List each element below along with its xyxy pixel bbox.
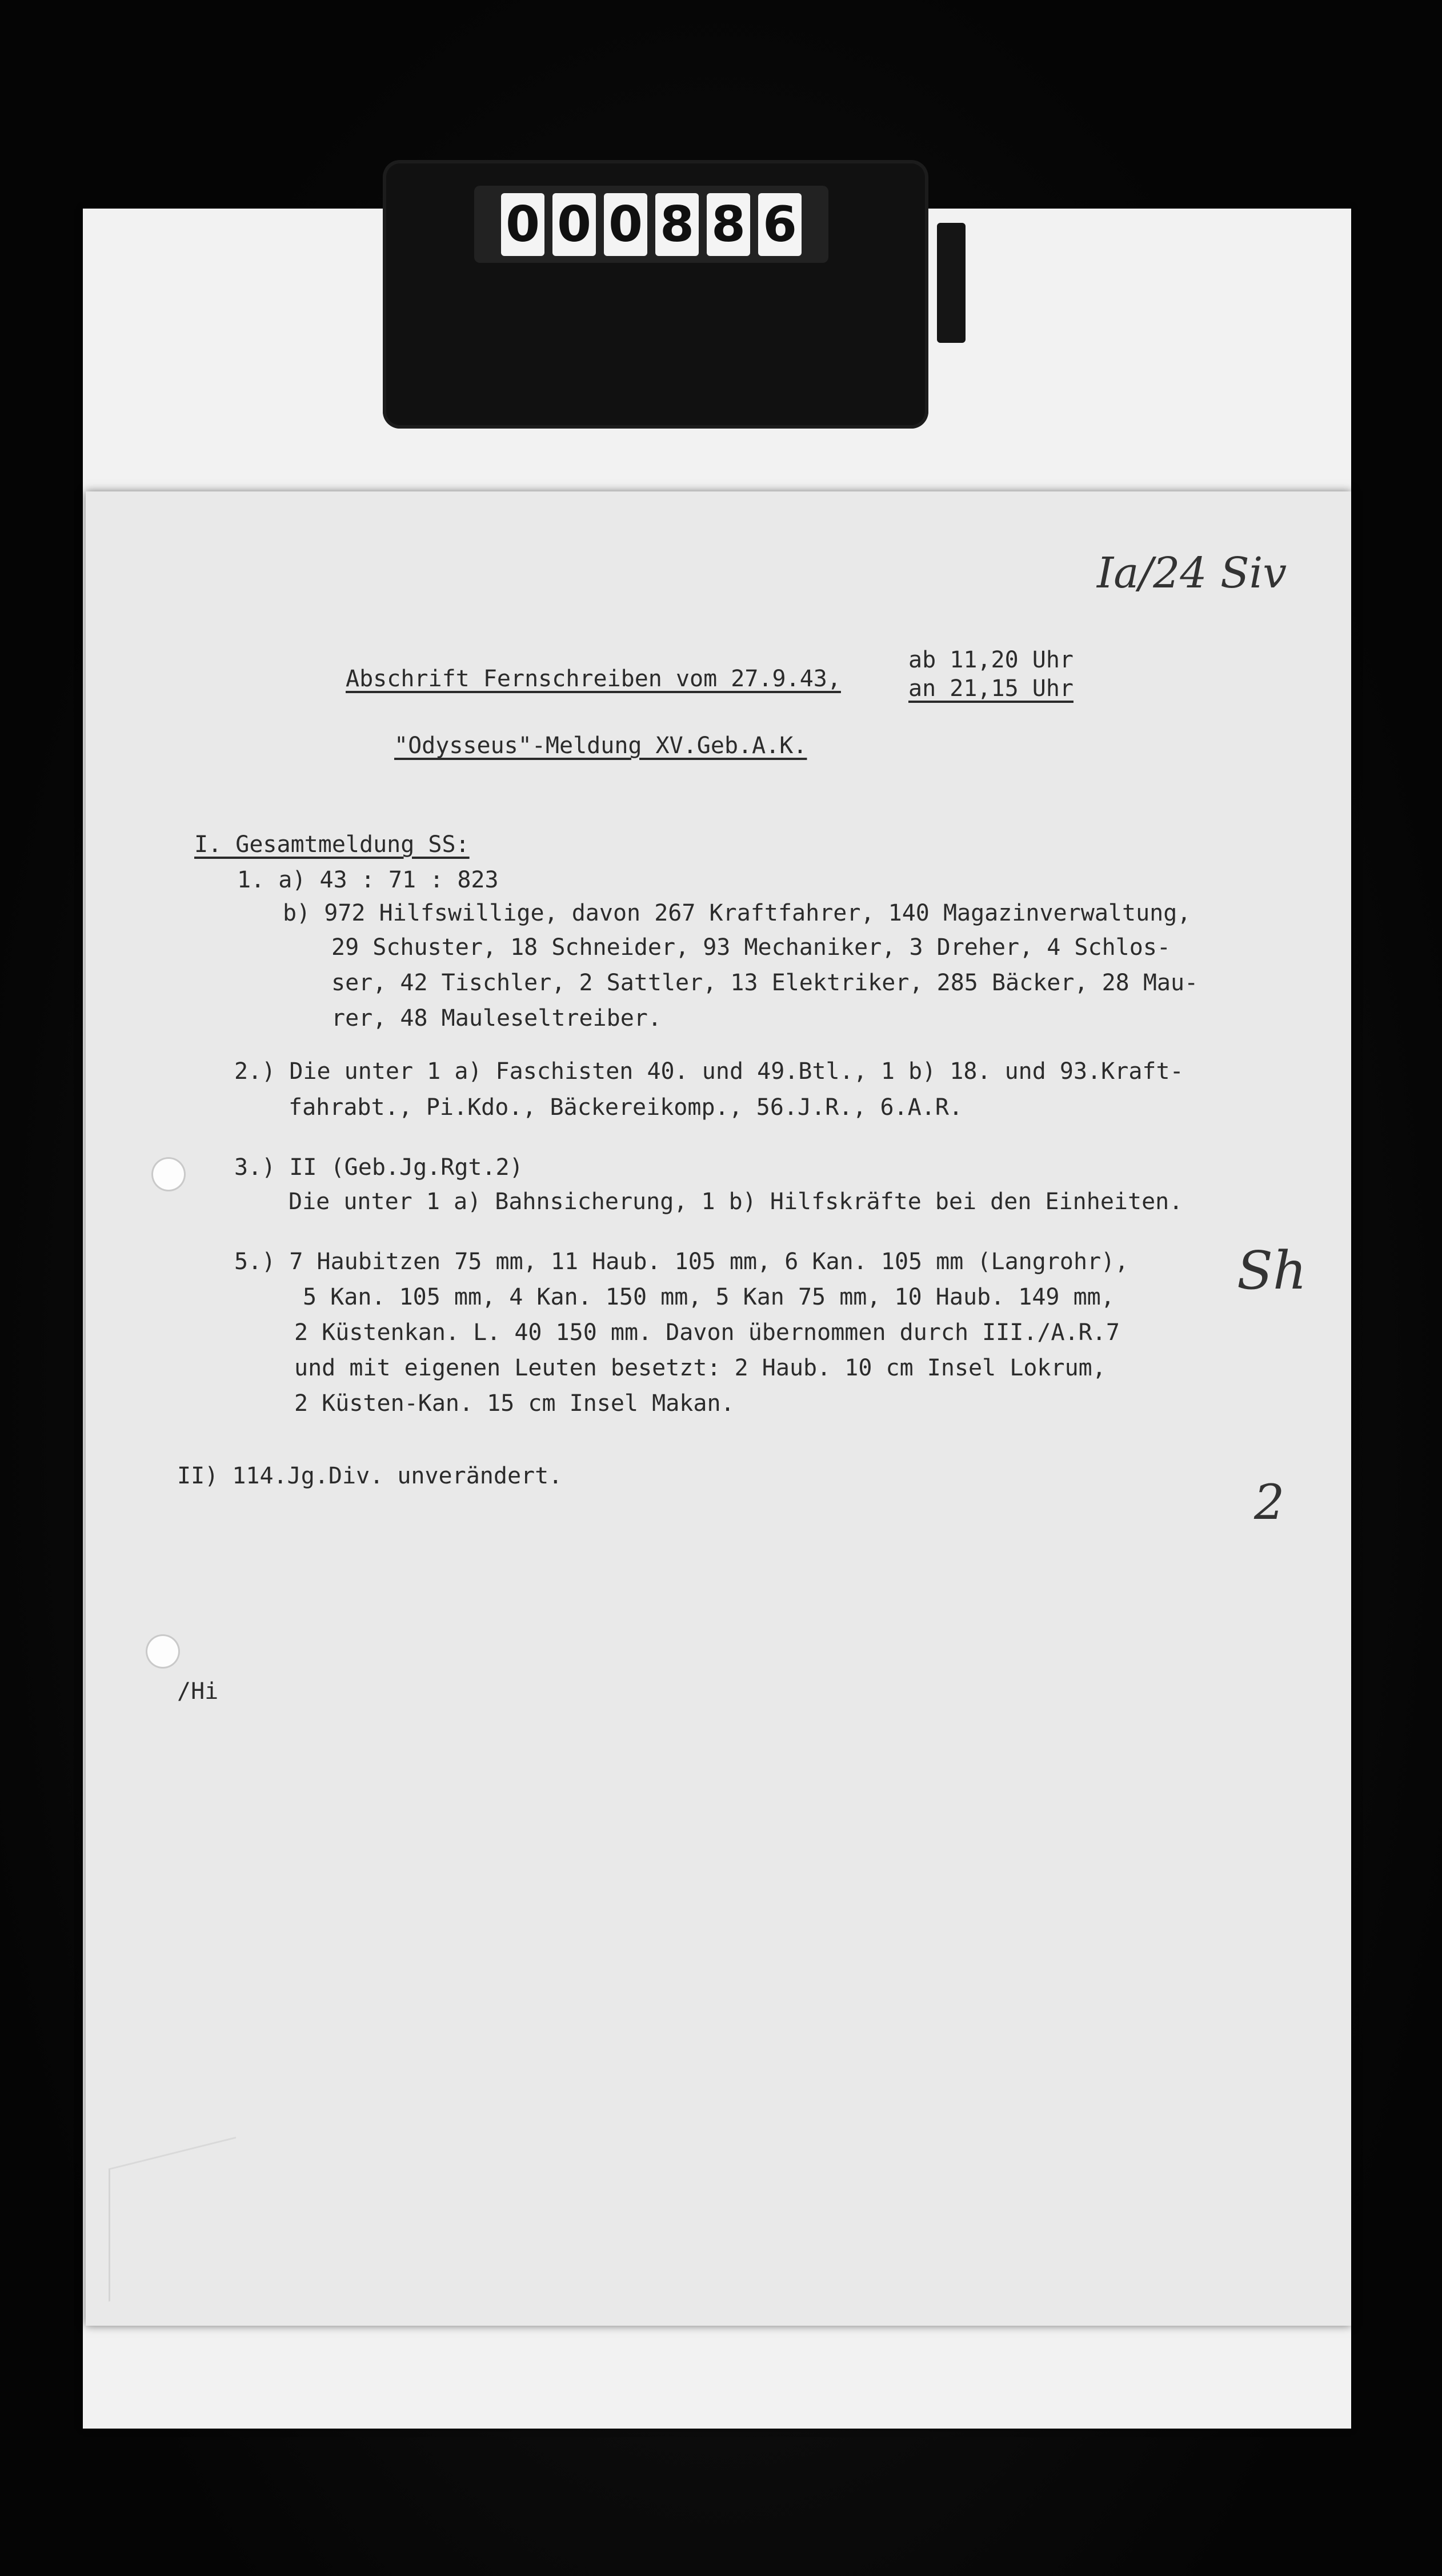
time-to: an 21,15 Uhr [908, 675, 1074, 702]
document-title: Abschrift Fernschreiben vom 27.9.43, [346, 666, 841, 692]
counter-digit: 0 [604, 193, 647, 256]
margin-mark: 2 [1254, 1474, 1285, 1530]
text-line: 29 Schuster, 18 Schneider, 93 Mechaniker, 3 Dreher, 4 Schlos- [331, 934, 1171, 961]
text-line: 2 Küsten-Kan. 15 cm Insel Makan. [294, 1390, 735, 1417]
text-line: 5 Kan. 105 mm, 4 Kan. 150 mm, 5 Kan 75 mm, 10 Haub. 149 mm, [303, 1284, 1115, 1310]
punch-hole [153, 1159, 184, 1190]
counter-digit: 8 [707, 193, 750, 256]
frame-counter [383, 160, 928, 429]
text-line: b) 972 Hilfswillige, davon 267 Kraftfahrer, 140 Magazinverwaltung, [283, 900, 1191, 926]
text-line: 2 Küstenkan. L. 40 150 mm. Davon übernommen durch III./A.R.7 [294, 1319, 1120, 1346]
text-line: 5.) 7 Haubitzen 75 mm, 11 Haub. 105 mm, 6 Kan. 105 mm (Langrohr), [234, 1249, 1129, 1275]
time-from: ab 11,20 Uhr [908, 647, 1074, 673]
document-subtitle: "Odysseus"-Meldung XV.Geb.A.K. [394, 733, 807, 759]
text-line: und mit eigenen Leuten besetzt: 2 Haub. 10 cm Insel Lokrum, [294, 1355, 1106, 1381]
counter-digit: 8 [655, 193, 699, 256]
text-line: fahrabt., Pi.Kdo., Bäckereikomp., 56.J.R., 6.A.R. [289, 1094, 963, 1121]
counter-knob [937, 223, 966, 343]
text-line: Die unter 1 a) Bahnsicherung, 1 b) Hilfskräfte bei den Einheiten. [289, 1189, 1183, 1215]
counter-digit: 0 [501, 193, 544, 256]
handwritten-reference: Ia/24 Siv [1097, 549, 1287, 598]
text-line: II) 114.Jg.Div. unverändert. [177, 1463, 563, 1489]
typist-initials: /Hi [177, 1678, 219, 1705]
page-fold [109, 2137, 236, 2302]
marginal-initials: Sh [1237, 1240, 1307, 1301]
text-line: 1. a) 43 : 71 : 823 [237, 867, 499, 893]
text-line: 2.) Die unter 1 a) Faschisten 40. und 49.Btl., 1 b) 18. und 93.Kraft- [234, 1058, 1184, 1085]
section-heading: I. Gesamtmeldung SS: [194, 831, 470, 858]
counter-window [474, 186, 828, 263]
text-line: rer, 48 Mauleseltreiber. [331, 1005, 662, 1031]
text-line: 3.) II (Geb.Jg.Rgt.2) [234, 1154, 523, 1181]
counter-digit: 6 [758, 193, 802, 256]
counter-digit: 0 [552, 193, 596, 256]
punch-hole [147, 1636, 178, 1667]
text-line: ser, 42 Tischler, 2 Sattler, 13 Elektriker, 285 Bäcker, 28 Mau- [331, 970, 1199, 996]
